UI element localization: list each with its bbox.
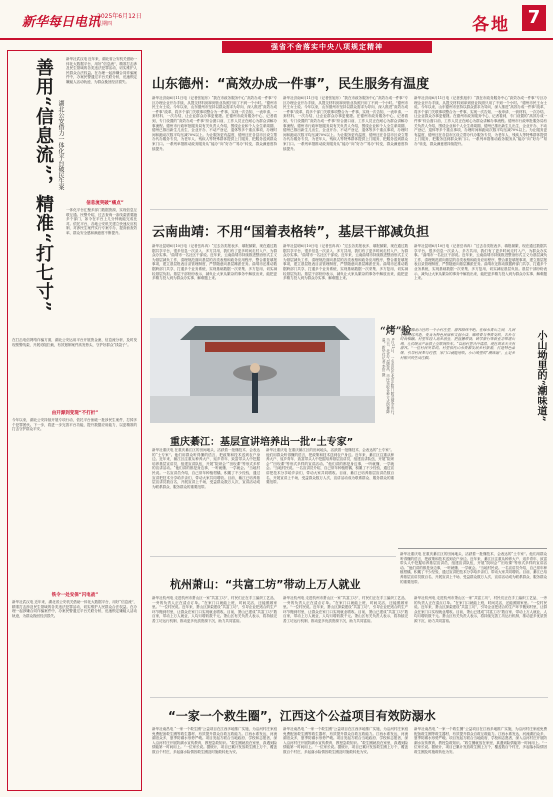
divider [150, 209, 548, 210]
sidebar-body-4: 今年以来，湖北公安持续开展专项行动，依托平台侦破一批涉民生案件，打掉多个犯罪团伙。下一步，将进一步完善平台功能，提升数据应用能力，以更精准的打击守护群众平安。 [12, 418, 137, 432]
masthead [0, 0, 553, 40]
sidebar-subhead-3: 铁令一处安保“闪电战” [51, 593, 99, 598]
banner-text: 强省不舍落实中央八项规定精神 [271, 43, 383, 51]
sidebar-kicker: 湖北公安借力一体化平台破民生案 [57, 100, 64, 190]
article-5-headline: “一家一个救生圈”，江西这个公益项目有效防溺水 [168, 709, 436, 723]
article-5-body-col3: 新华社南昌电 “一家一个救生圈”公益项目在江西多地推广实施，为沿河村庄家庭免费配备救生圈等救生器材，有效提升群众自救互救能力。江西水系发达，河流湖泊众多，夏季防溺水形势严峻。项目发起方联合当地政府、学校和志愿者，深入沿河村庄开展防溺水宣传教育，教授急救知识。“救生圈就放在家里，真遇到险情能第一时间用上。”一位家长说。据统计，项目已累计发放救生圈上万个，覆盖数百个村庄，多起落水险情因救生圈及时施救转危为安。 [414, 727, 547, 754]
section-name: 各地 [472, 15, 510, 35]
article-3-headline: 重庆綦江：基层宣讲培养出一批“土专家” [170, 437, 354, 448]
sidebar-body-3: 在打击电信网络诈骗方面，湖北公安运用平台开展资金流、信息流分析，及时发现预警线索，开展劝阻拦截，有效遏制案件高发势头，守护好群众“钱袋子”。 [12, 338, 137, 347]
photo-caption-title: “烤”验 [380, 326, 412, 337]
article-2-body-col3: 新华社昆明6月10日电（记者岳冉冉）“过去各类报表多、填报频繁，现在通过数据共享平台，很多信息一次录入、多方共用，我们有了更多时间走村入户，为群众办实事。”曲靖市一名社区干部说。近年来，云南曲靖市持续推进整治形式主义为基层减负工作，清理规范面向基层的各类表格和政务应用程序，整合重复填报事项，建立基层报表目录管理制度，严禁随意向基层摊派任务。曲靖市还推动数据跨部门共享，打通多个业务系统，实现基础数据一次采集、多方复用，切实减轻基层负担。基层干部纷纷表示，减负让大家从繁杂的事务中解放出来，能把更多精力投入到为群众办实事、解难题上来。 [414, 244, 547, 281]
article-4-headline: 杭州萧山：“共富工坊”带动上万人就业 [170, 578, 361, 591]
sidebar-subhead-2: 由开源到变现“不打折” [51, 411, 99, 416]
page-number: 7 [522, 5, 546, 31]
article-3-body-col2: 新华社重庆电 在重庆綦江区的田间地头，活跃着一批懂技术、会表达的“土专家”。他们用群众听得懂的语言，把政策和技术送到农户身边。近年来，綦江区注重从种养大户、返乡青年、致富带头人中挖掘培养基层宣讲员，组建宣讲队伍，开展“院坝会”“田坎课”等形式多样的宣讲活动。“他们讲的都是身边事，一听就懂、一学就会。”当地村民说。一名宣讲员介绍，自己常年种植柑橘，积累了不少经验，通过宣讲把技术分享给乡亲们，带动大家共同增收。目前，綦江已培养基层宣讲员数百名，开展宣讲上千场，受益群众数万人次，宣讲活动成为联系群众、服务群众的重要纽带。 [266, 448, 394, 485]
article-3-body: 新华社重庆电 在重庆綦江区的田间地头，活跃着一批懂技术、会表达的“土专家”。他们用群众听得懂的语言，把政策和技术送到农户身边。近年来，綦江区注重从种养大户、返乡青年、致富带头人中挖掘培养基层宣讲员，组建宣讲队伍，开展“院坝会”“田坎课”等形式多样的宣讲活动。“他们讲的都是身边事，一听就懂、一学就会。”当地村民说。一名宣讲员介绍，自己常年种植柑橘，积累了不少经验，通过宣讲把技术分享给乡亲们，带动大家共同增收。目前，綦江已培养基层宣讲员数百名，开展宣讲上千场，受益群众数万人次，宣讲活动成为联系群众、服务群众的重要纽带。 [152, 448, 260, 489]
article-4-body-col3: 新华社杭州电 走进杭州市萧山区一家“共富工坊”，村民们正在手工编织工艺品，一旁的负责人正在清点订单。“在家门口就能上班，时间灵活，还能照顾家里。”一位村民说。近年来，萧山区探索建设“共富工坊”，引导企业把适合的生产环节搬到村里，让群众在家门口实现就业增收。目前，萧山已建成“共富工坊”数百家，带动上万人就业，人均月增收数千元。萧山区有关负责人表示，将持续完善工坊运行机制，推动更多优质资源下沉，助力共同富裕。 [414, 596, 547, 623]
article-5-body-col2: 新华社南昌电 “一家一个救生圈”公益项目在江西多地推广实施，为沿河村庄家庭免费配备救生圈等救生器材，有效提升群众自救互救能力。江西水系发达，河流湖泊众多，夏季防溺水形势严峻。项目发起方联合当地政府、学校和志愿者，深入沿河村庄开展防溺水宣传教育，教授急救知识。“救生圈就放在家里，真遇到险情能第一时间用上。”一位家长说。据统计，项目已累计发放救生圈上万个，覆盖数百个村庄，多起落水险情因救生圈及时施救转危为安。 [283, 727, 408, 754]
issue-weekday: 星期四 [97, 21, 113, 27]
article-1-body-col2: 新华社济南6月11日电（记者张旭东）“我在市政务服务中心“高效办成一件事”专区办理企业开办手续，从提交材料到拿到营业执照只用了不到一个小时。”德州市民王女士说。今年以来，山东德州市坚持以群众需求为导向，深入推进“高效办成一件事”改革，将多个部门关联事项整合为一件事，实现一次告知、一表申请、一套材料、一次办结，让企业群众办事更便捷。在德州市政务服务中心，记者看到，专门设置的“高效办成一件事”综合窗口前，工作人员正在耐心为群众讲解办事流程。德州市行政审批服务局有关负责人介绍，围绕企业和个人全生命周期，德州已推出新生儿出生、企业开办、不动产登记、退休等多个重点事项，办理时间和跑动次数平均压减70%以上。为让服务更有温度，德州还在各县市区设立帮办代办服务专员，为老年人、残疾人等特殊群体提供上门服务，把服务送到群众家门口。一系列举措推动政务服务从“能办”向“好办”“易办”转变，群众满意度持续提升。 [283, 96, 408, 151]
article-1-body-col3: 新华社济南6月11日电（记者张旭东）“我在市政务服务中心“高效办成一件事”专区办理企业开办手续，从提交材料到拿到营业执照只用了不到一个小时。”德州市民王女士说。今年以来，山东德州市坚持以群众需求为导向，深入推进“高效办成一件事”改革，将多个部门关联事项整合为一件事，实现一次告知、一表申请、一套材料、一次办结，让企业群众办事更便捷。在德州市政务服务中心，记者看到，专门设置的“高效办成一件事”综合窗口前，工作人员正在耐心为群众讲解办事流程。德州市行政审批服务局有关负责人介绍，围绕企业和个人全生命周期，德州已推出新生儿出生、企业开办、不动产登记、退休等多个重点事项，办理时间和跑动次数平均压减70%以上。为让服务更有温度，德州还在各县市区设立帮办代办服务专员，为老年人、残疾人等特殊群体提供上门服务，把服务送到群众家门口。一系列举措推动政务服务从“能办”向“好办”“易办”转变，群众满意度持续提升。 [414, 96, 547, 146]
paper-logo: 新华每日电讯 [22, 15, 101, 30]
column-headline: 小山坳里的“潮味道” [535, 330, 546, 422]
column-divider [398, 548, 547, 549]
article-3-body-col3: 新华社重庆电 在重庆綦江区的田间地头，活跃着一批懂技术、会表达的“土专家”。他们用群众听得懂的语言，把政策和技术送到农户身边。近年来，綦江区注重从种养大户、返乡青年、致富带头人中挖掘培养基层宣讲员，组建宣讲队伍，开展“院坝会”“田坎课”等形式多样的宣讲活动。“他们讲的都是身边事，一听就懂、一学就会。”当地村民说。一名宣讲员介绍，自己常年种植柑橘，积累了不少经验，通过宣讲把技术分享给乡亲们，带动大家共同增收。目前，綦江已培养基层宣讲员数百名，开展宣讲上千场，受益群众数万人次，宣讲活动成为联系群众、服务群众的重要纽带。 [400, 552, 547, 584]
sidebar-headline: 善用“信息流”，精准“打七寸” [33, 58, 54, 313]
news-photo [150, 318, 375, 423]
issue-date: 2025年6月12日 [97, 13, 142, 20]
article-2-body-col2: 新华社昆明6月10日电（记者岳冉冉）“过去各类报表多、填报频繁，现在通过数据共享平台，很多信息一次录入、多方共用，我们有了更多时间走村入户，为群众办实事。”曲靖市一名社区干部说。近年来，云南曲靖市持续推进整治形式主义为基层减负工作，清理规范面向基层的各类表格和政务应用程序，整合重复填报事项，建立基层报表目录管理制度，严禁随意向基层摊派任务。曲靖市还推动数据跨部门共享，打通多个业务系统，实现基础数据一次采集、多方复用，切实减轻基层负担。基层干部纷纷表示，减负让大家从繁杂的事务中解放出来，能把更多精力投入到为群众办实事、解难题上来。 [283, 244, 408, 281]
article-1-body: 新华社济南6月11日电（记者张旭东）“我在市政务服务中心“高效办成一件事”专区办理企业开办手续，从提交材料到拿到营业执照只用了不到一个小时。”德州市民王女士说。今年以来，山东德州市坚持以群众需求为导向，深入推进“高效办成一件事”改革，将多个部门关联事项整合为一件事，实现一次告知、一表申请、一套材料、一次办结，让企业群众办事更便捷。在德州市政务服务中心，记者看到，专门设置的“高效办成一件事”综合窗口前，工作人员正在耐心为群众讲解办事流程。德州市行政审批服务局有关负责人介绍，围绕企业和个人全生命周期，德州已推出新生儿出生、企业开办、不动产登记、退休等多个重点事项，办理时间和跑动次数平均压减70%以上。为让服务更有温度，德州还在各县市区设立帮办代办服务专员，为老年人、残疾人等特殊群体提供上门服务，把服务送到群众家门口。一系列举措推动政务服务从“能办”向“好办”“易办”转变，群众满意度持续提升。 [152, 96, 277, 151]
article-5-body: 新华社南昌电 “一家一个救生圈”公益项目在江西多地推广实施，为沿河村庄家庭免费配备救生圈等救生器材，有效提升群众自救互救能力。江西水系发达，河流湖泊众多，夏季防溺水形势严峻。项目发起方联合当地政府、学校和志愿者，深入沿河村庄开展防溺水宣传教育，教授急救知识。“救生圈就放在家里，真遇到险情能第一时间用上。”一位家长说。据统计，项目已累计发放救生圈上万个，覆盖数百个村庄，多起落水险情因救生圈及时施救转危为安。 [152, 727, 277, 754]
sidebar-subhead-1: 信息流突破“痛点” [86, 201, 124, 206]
column-body: 初夏，湘北山区的一个小村庄里，游客络绎不绝。在绿水青山之间，几间老屋经过改造，变身为特色民宿和文创小店，咖啡香与茶香交织，古朴与时尚相融。村里年轻人返乡创业，把直播带货、研学旅行等新业态带进山坳，让传统农产品搭上互联网快车。“以前村里冷冷清清，现在周末天天有游客。”一位村民笑着说。村里依托山水资源发展乡村旅游，打造特色品牌，引导村民参与经营，家门口就能增收。小山坳里的“潮味道”，正是乡村振兴的生动注脚。 [400, 328, 515, 360]
divider [150, 556, 396, 557]
sidebar-body-1: 新华社武汉电 近年来，湖北省公安机关借助一体化大数据平台，用好“信息流”，精准打击涉及民生领域的各类违法犯罪活动，切实维护人民群众合法权益。在办理一起涉嫌合同诈骗案件中，办案民警通过平台关联分析，迅速锁定嫌疑人活动轨迹，为群众挽回经济损失。 [66, 57, 137, 84]
article-2-body: 新华社昆明6月10日电（记者岳冉冉）“过去各类报表多、填报频繁，现在通过数据共享平台，很多信息一次录入、多方共用，我们有了更多时间走村入户，为群众办实事。”曲靖市一名社区干部说。近年来，云南曲靖市持续推进整治形式主义为基层减负工作，清理规范面向基层的各类表格和政务应用程序，整合重复填报事项，建立基层报表目录管理制度，严禁随意向基层摊派任务。曲靖市还推动数据跨部门共享，打通多个业务系统，实现基础数据一次采集、多方复用，切实减轻基层负担。基层干部纷纷表示，减负让大家从繁杂的事务中解放出来，能把更多精力投入到为群众办实事、解难题上来。 [152, 244, 277, 281]
sidebar-body-5: 新华社武汉电 近年来，湖北省公安机关借助一体化大数据平台，用好“信息流”，精准打击涉及民生领域的各类违法犯罪活动，切实维护人民群众合法权益。在办理一起涉嫌合同诈骗案件中，办案民警通过平台关联分析，迅速锁定嫌疑人活动轨迹，为群众挽回经济损失。 [12, 600, 137, 618]
divider [150, 697, 548, 698]
article-4-body: 新华社杭州电 走进杭州市萧山区一家“共富工坊”，村民们正在手工编织工艺品，一旁的负责人正在清点订单。“在家门口就能上班，时间灵活，还能照顾家里。”一位村民说。近年来，萧山区探索建设“共富工坊”，引导企业把适合的生产环节搬到村里，让群众在家门口实现就业增收。目前，萧山已建成“共富工坊”数百家，带动上万人就业，人均月增收数千元。萧山区有关负责人表示，将持续完善工坊运行机制，推动更多优质资源下沉，助力共同富裕。 [152, 596, 277, 623]
photo-illustration [150, 318, 375, 423]
photo-caption: 6月11日，一名市民在北京正阳门附近撑伞出行。当日，北京气温较高，市民采取各种方式防暑降温。新华社记者 李贺 摄 [382, 338, 395, 417]
article-1-headline: 山东德州：“高效办成一件事”，民生服务有温度 [152, 77, 430, 92]
article-2-headline: 云南曲靖：不用“国着表格转”，基层干部减负担 [152, 225, 430, 240]
article-4-body-col2: 新华社杭州电 走进杭州市萧山区一家“共富工坊”，村民们正在手工编织工艺品，一旁的负责人正在清点订单。“在家门口就能上班，时间灵活，还能照顾家里。”一位村民说。近年来，萧山区探索建设“共富工坊”，引导企业把适合的生产环节搬到村里，让群众在家门口实现就业增收。目前，萧山已建成“共富工坊”数百家，带动上万人就业，人均月增收数千元。萧山区有关负责人表示，将持续完善工坊运行机制，推动更多优质资源下沉，助力共同富裕。 [283, 596, 408, 623]
sidebar-body-2: 一体化平台汇聚多部门数据资源，实现信息互联互通。民警介绍，过去查询一条线索需要跑多个部门，如今在平台上几分钟就能完成比对。依托平台，各地公安机关建立快速反应机制，对涉民生案件实行专案专办，提高侦查效率，群众安全感和满意度不断提升。 [66, 208, 137, 235]
topic-banner [222, 41, 432, 53]
